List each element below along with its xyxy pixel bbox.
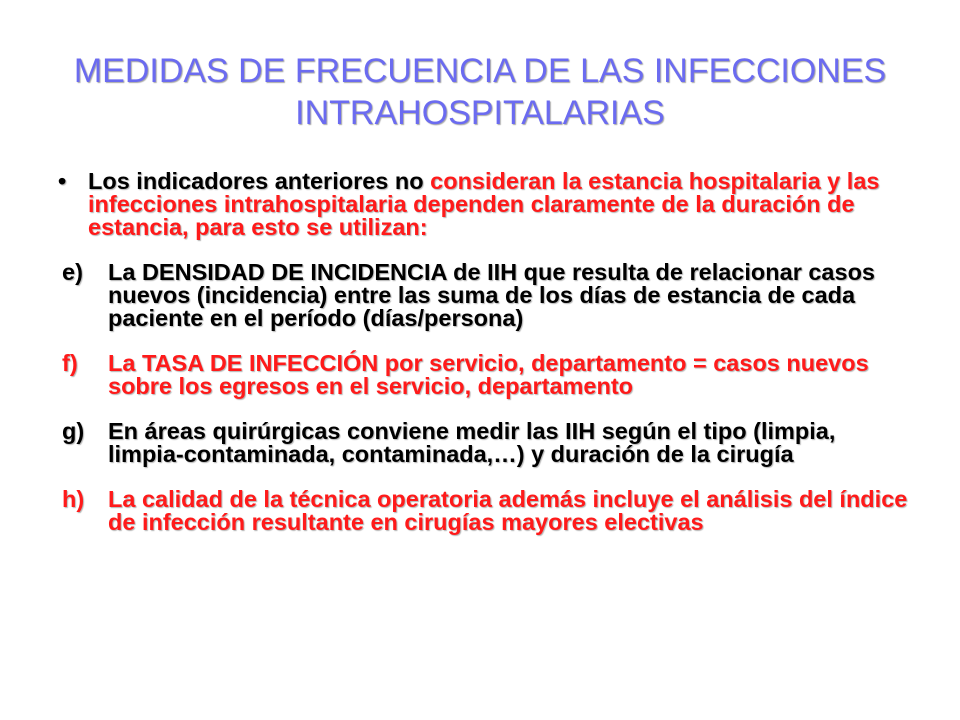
list-text-f: La TASA DE INFECCIÓN por servicio, departamento = casos nuevos sobre los egresos en el servicio, departamento (108, 350, 869, 399)
bullet-icon: • (58, 168, 67, 194)
list-item-e (62, 261, 912, 330)
list-marker-h: h) (62, 486, 85, 512)
list-item-g (62, 420, 912, 466)
list-text-e: La DENSIDAD DE INCIDENCIA de IIH que resulta de relacionar casos nuevos (incidencia) entre las suma de los días de estancia de cada paciente en el período (días/persona) (108, 259, 875, 331)
bullet-paragraph (58, 168, 912, 240)
list-item-h (62, 488, 912, 534)
list-text-h: La calidad de la técnica operatoria además incluye el análisis del índice de infección resultante en cirugías mayores electivas (108, 486, 908, 535)
bullet-text-red: consideran la estancia hospitalaria y las infecciones intrahospitalaria dependen claramente de la duración de estancia, para esto se utilizan: (88, 168, 880, 240)
list-marker-e: e) (62, 259, 83, 285)
slide-title (40, 50, 920, 134)
list-marker-g: g) (62, 418, 85, 444)
slide-title-line-2: INTRAHOSPITALARIAS (295, 94, 665, 132)
slide-body (58, 168, 912, 556)
list-text-g: En áreas quirúrgicas conviene medir las IIH según el tipo (limpia, limpia-contaminada, contaminada,…) y duración de la cirugía (108, 418, 836, 467)
list-item-f (62, 352, 912, 398)
bullet-text-black: Los indicadores anteriores no (88, 168, 431, 194)
list-marker-f: f) (62, 350, 78, 376)
slide-title-line-1: MEDIDAS DE FRECUENCIA DE LAS INFECCIONES (73, 52, 887, 90)
